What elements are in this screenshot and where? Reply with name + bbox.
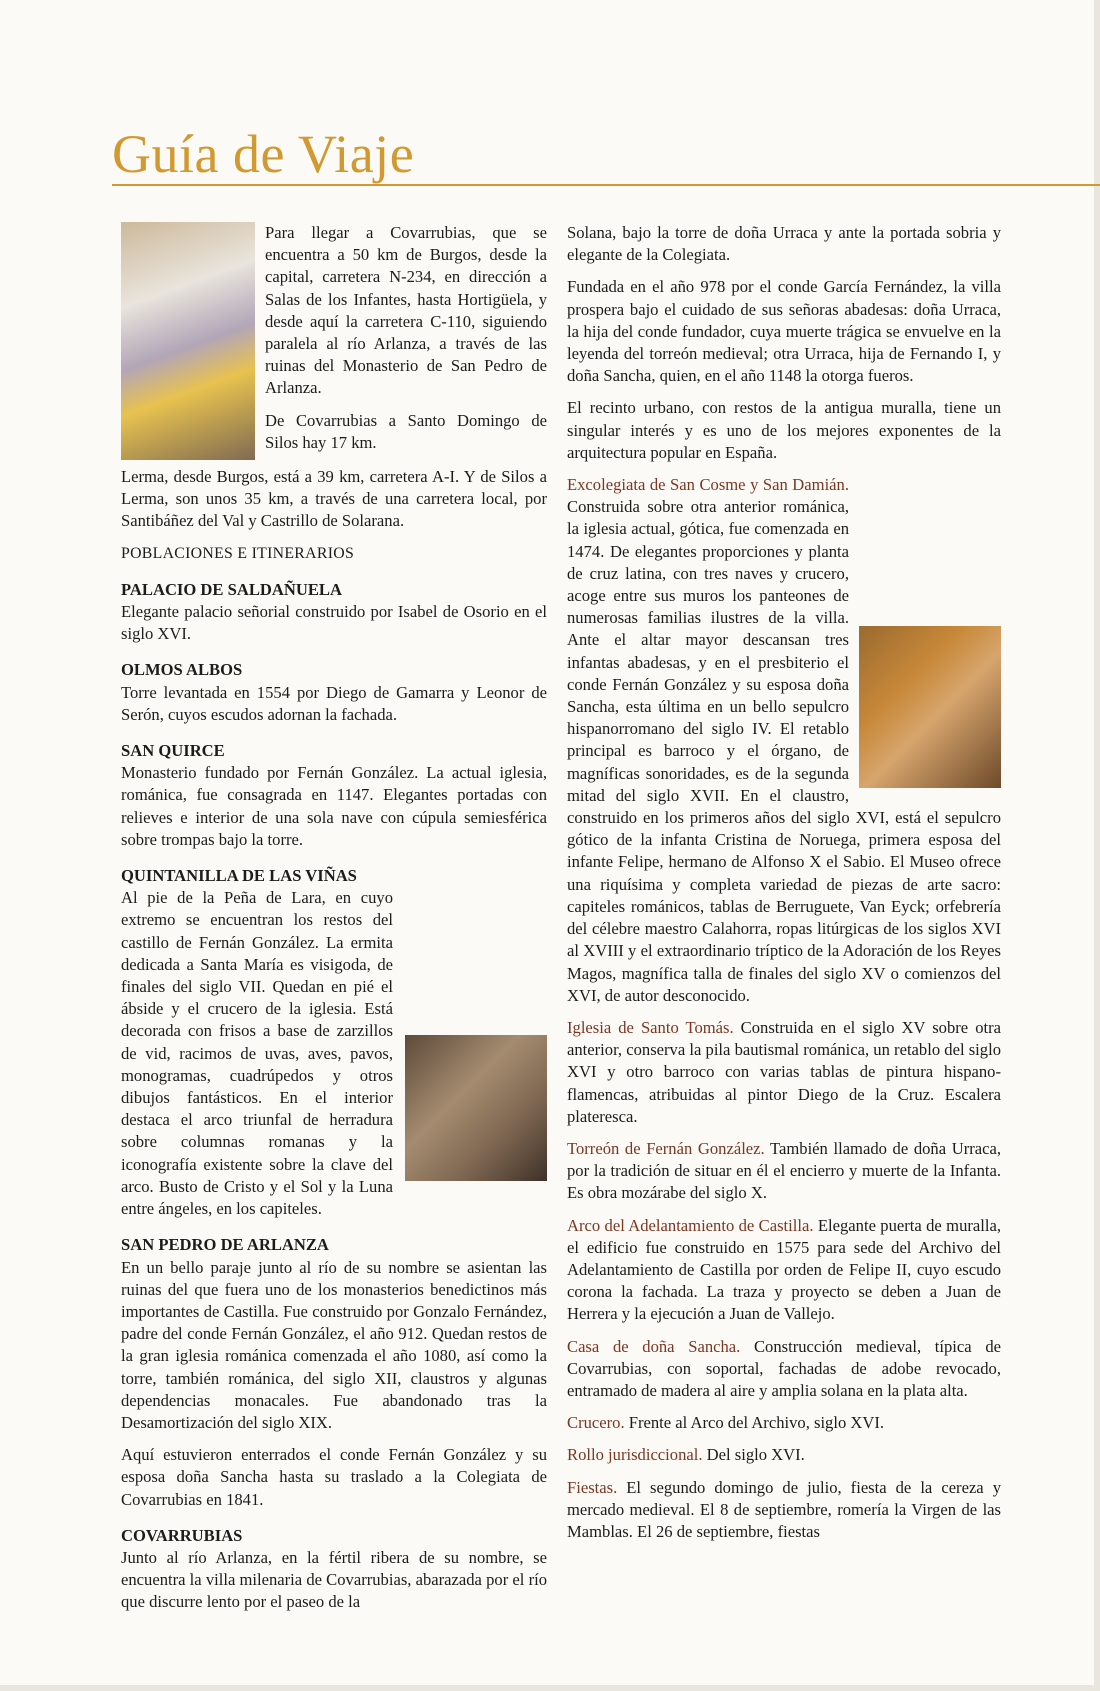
entry-text: Elegante puerta de muralla, el edificio fue construido en 1575 para sede del Archivo del Adelantamiento de Castilla por orden de Felipe II, cuyo escudo corona la fachada. La traza y proyecto se deben a Juan de Herrera y la ejecución a Juan de Vallejo. xyxy=(567,1215,1002,1324)
title-rule xyxy=(112,184,1100,186)
intro-paragraph-1: Para llegar a Covarrubias, que se encuentra a 50 km de Burgos, desde la capital, carretera N-234, en dirección a Salas de los Infantes, hasta Hortigüela, y desde aquí la carretera C-110, siguiendo paralela al río Arlanza, a través de las ruinas del Monasterio de San Pedro de Arlanza. xyxy=(265,223,547,398)
town-title: SAN QUIRCE xyxy=(121,741,225,761)
town-text-2: Aquí estuvieron enterrados el conde Fernán González y su esposa doña Sancha hasta su traslado a la Colegiata de Covarrubias en 1841. xyxy=(121,1445,547,1509)
right-column xyxy=(567,222,1001,1553)
section-heading: POBLACIONES E ITINERARIOS xyxy=(121,544,355,562)
town-title: PALACIO DE SALDAÑUELA xyxy=(121,579,342,599)
page-title: Guía de Viaje xyxy=(112,124,415,184)
entry-fiestas xyxy=(567,1477,1001,1544)
entry-term: Crucero. xyxy=(567,1413,625,1433)
portrait-painting xyxy=(859,626,1001,788)
right-paragraph-1: Solana, bajo la torre de doña Urraca y ante la portada sobria y elegante de la Colegiata. xyxy=(567,223,1001,265)
entry-text: Frente al Arco del Archivo, siglo XVI. xyxy=(624,1413,885,1433)
entry-term: Rollo jurisdiccional. xyxy=(567,1445,703,1465)
entry-text: El segundo domingo de julio, fiesta de la cereza y mercado medieval. El 8 de septiembre, romería la Virgen de las Mamblas. El 26 de septiembre, fiestas xyxy=(567,1477,1001,1541)
entry-term: Iglesia de Santo Tomás. xyxy=(567,1017,734,1037)
town-text: Al pie de la Peña de Lara, en cuyo extremo se encuentran los restos del castillo de Fernán González. La ermita dedicada a Santa María es visigoda, de finales del siglo VII. Quedan en pié el ábside y el crucero de la iglesia. Está decorada con frisos a base de zarzillos de vid, racimos de uvas, aves, pavos, monogramas, cuadrúpedos y otros dibujos fantásticos. En el interior destaca el arco triunfal de herradura sobre columnas romanas y la iconografía existente sobre la clave del arco. Busto de Cristo y el Sol y la Luna entre ángeles, en los capiteles. xyxy=(121,888,393,1219)
town-title: OLMOS ALBOS xyxy=(121,660,243,680)
town-text: Elegante palacio señorial construido por Isabel de Osorio en el siglo XVI. xyxy=(121,602,547,644)
town-text: Junto al río Arlanza, en la fértil ribera de su nombre, se encuentra la villa milenaria de Covarrubias, abarazada por el río que discurre lento por el paseo de la xyxy=(121,1547,547,1612)
entry-rollo xyxy=(567,1444,1001,1466)
intro-paragraph-3: Lerma, desde Burgos, está a 39 km, carretera A-I. Y de Silos a Lerma, son unos 35 km, a través de una carretera local, por Santibáñez del Val y Castrillo de Solarana. xyxy=(121,467,547,531)
right-paragraph-2: Fundada en el año 978 por el conde García Fernández, la villa prospera bajo el cuidado de sus señoras abadesas: doña Urraca, la hija del conde fundador, cuya muerte trágica se envuelve en la leyenda del torreón medieval; otra Urraca, hija de Fernando I, y doña Sancha, quien, en el año 1148 la otorga fueros. xyxy=(567,277,1001,386)
entry-text: Construida sobre otra anterior románica, la iglesia actual, gótica, fue comenzada en 1474. De elegantes proporciones y planta de cruz latina, con tres naves y crucero, acoge entre sus muros los panteones de numerosas familias ilustres de la villa. Ante el altar mayor descansan tres infantas abadesas, y en el presbiterio el conde Fernán González y su esposa doña Sancha, esta última en un bello sepulcro hispanorromano del siglo IV. El retablo principal es barroco y el órgano, de magníficas sonoridades, es de la segunda mitad del siglo XVII. En el claustro, construido en los primeros años del siglo XVI, está el sepulcro gótico de la infanta Cristina de Noruega, primera esposa del infante Felipe, hermano de Alfonso X el Sabio. El Museo ofrece una riquísima y completa variedad de piezas de arte sacro: capiteles románicos, tablas de Berruguete, Van Eyck; orfebrería del célebre maestro Calahorra, ropas litúrgicas de los siglos XVI al XVIII y el extraordinario tríptico de la Adoración de los Reyes Magos, magnífica talla de finales del siglo XV o comienzos del XVI, de autor desconocido. xyxy=(567,497,1001,1005)
town-text: Monasterio fundado por Fernán González. La actual iglesia, románica, fue consagrada en 1147. Elegantes portadas con relieves e interior de una sola nave con cúpula semiesférica sobre trompas bajo la torre. xyxy=(121,763,547,849)
town-title: SAN PEDRO DE ARLANZA xyxy=(121,1235,329,1255)
entry-text: También llamado de doña Urraca, por la tradición de situar en él el encierro y muerte de la Infanta. Es obra mozárabe del siglo X. xyxy=(567,1138,1001,1203)
town-text: En un bello paraje junto al río de su nombre se asientan las ruinas del que fuera uno de los monasterios benedictinos más importantes de Castilla. Fue construido por Gonzalo Fernández, padre del conde Fernán González, el año 912. Quedan restos de la gran iglesia románica comenzada el año 1080, así como la torre, también románica, del siglo XII, claustros y algunas dependencias monacales. Fue abandonado tras la Desamortización del siglo XIX. xyxy=(121,1257,547,1432)
right-paragraph-3: El recinto urbano, con restos de la antigua muralla, tiene un singular interés y es uno de los mejores exponentes de la arquitectura popular en España. xyxy=(567,398,1001,462)
entry-santo-tomas xyxy=(567,1017,1001,1128)
entry-term: Casa de doña Sancha. xyxy=(567,1336,741,1356)
entry-casa-dona-sancha xyxy=(567,1336,1001,1403)
entry-torreon xyxy=(567,1138,1001,1205)
scan-edge-bottom xyxy=(0,1685,1100,1691)
entry-term: Torreón de Fernán González. xyxy=(567,1138,765,1158)
town-text: Torre levantada en 1554 por Diego de Gamarra y Leonor de Serón, cuyos escudos adornan la fachada. xyxy=(121,682,547,724)
intro-paragraph-2: De Covarrubias a Santo Domingo de Silos hay 17 km. xyxy=(265,410,547,452)
entry-arco xyxy=(567,1215,1001,1326)
entry-term: Excolegiata de San Cosme y San Damián. xyxy=(567,475,849,495)
entry-term: Fiestas. xyxy=(567,1477,618,1497)
entry-text: Del siglo XVI. xyxy=(702,1445,805,1465)
entry-crucero xyxy=(567,1412,1001,1434)
page-header xyxy=(112,122,1100,188)
entry-text: Construida en el siglo XV sobre otra anterior, conserva la pila bautismal románica, un retablo del siglo XVI y otro barroco con varias tablas de pintura hispano-flamencas, atribuidas al pintor Diego de la Cruz. Escalera plateresca. xyxy=(567,1017,1001,1126)
dancers-photo xyxy=(121,222,255,460)
town-title: COVARRUBIAS xyxy=(121,1525,243,1545)
entry-term: Arco del Adelantamiento de Castilla. xyxy=(567,1215,814,1235)
town-title: QUINTANILLA DE LAS VIÑAS xyxy=(121,866,357,886)
left-column xyxy=(121,222,547,1624)
scan-edge xyxy=(1094,0,1100,1691)
entry-text: Construcción medieval, típica de Covarrubias, con soportal, fachadas de adobe revocado, entramado de madera al aire y amplia solana en la plata alta. xyxy=(567,1336,1001,1400)
relief-photo xyxy=(405,1035,547,1181)
